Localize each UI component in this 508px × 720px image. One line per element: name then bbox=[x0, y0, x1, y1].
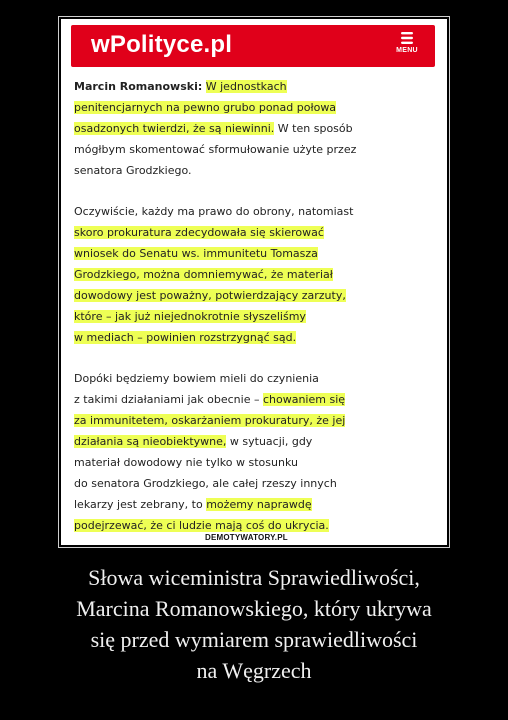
plain-text: W ten sposób bbox=[274, 122, 353, 135]
paragraph-1-line-4: mógłbym skomentować sformułowanie użyte przez bbox=[74, 143, 357, 156]
caption bbox=[0, 562, 508, 686]
paragraph-1-line-2 bbox=[74, 97, 434, 118]
paragraph-2-line-5 bbox=[74, 285, 434, 306]
paragraph-2-line-7 bbox=[74, 327, 434, 348]
caption-line-2: Marcina Romanowskiego, który ukrywa bbox=[76, 596, 432, 621]
highlighted-text: chowaniem się bbox=[262, 393, 346, 406]
highlighted-text: działania są nieobiektywne, bbox=[74, 435, 227, 448]
paragraph-1-line-3 bbox=[74, 118, 434, 139]
caption-line-3: się przed wymiarem sprawiedliwości bbox=[90, 627, 418, 652]
plain-text: w sytuacji, gdy bbox=[226, 435, 313, 448]
article-text bbox=[74, 76, 434, 536]
highlighted-text: za immunitetem, oskarżaniem prokuratury, że jej bbox=[74, 414, 346, 427]
screenshot-panel bbox=[61, 19, 447, 545]
paragraph-1-line-5: senatora Grodzkiego. bbox=[74, 164, 192, 177]
caption-line-4: na Węgrzech bbox=[196, 658, 312, 683]
paragraph-3-line-3 bbox=[74, 410, 434, 431]
highlighted-text: skoro prokuratura zdecydowała się skierować bbox=[74, 226, 324, 239]
site-header bbox=[71, 25, 435, 67]
highlighted-text: osadzonych twierdzi, że są niewinni. bbox=[74, 122, 275, 135]
menu-button[interactable] bbox=[389, 29, 425, 63]
highlighted-text: Grodzkiego, można domniemywać, że materiał bbox=[74, 268, 333, 281]
paragraph-2-line-4 bbox=[74, 264, 434, 285]
highlighted-text: w mediach – powinien rozstrzygnąć sąd. bbox=[74, 331, 297, 344]
paragraph-3-line-6: do senatora Grodzkiego, ale całej rzeszy innych bbox=[74, 477, 337, 490]
plain-text: lekarzy jest zebrany, to bbox=[74, 498, 207, 511]
highlighted-text: W jednostkach bbox=[205, 80, 287, 93]
paragraph-3-line-5: materiał dowodowy nie tylko w stosunku bbox=[74, 456, 298, 469]
highlighted-text: penitencjarnych na pewno grubo ponad połowa bbox=[74, 101, 337, 114]
highlighted-text: wniosek do Senatu ws. immunitetu Tomasza bbox=[74, 247, 318, 260]
site-logo[interactable]: wPolityce.pl bbox=[91, 31, 233, 58]
paragraph-2-line-3 bbox=[74, 243, 434, 264]
paragraph-2-line-1: Oczywiście, każdy ma prawo do obrony, natomiast bbox=[74, 205, 354, 218]
paragraph-3-line-7 bbox=[74, 494, 434, 515]
paragraph-gap bbox=[74, 181, 434, 201]
paragraph-gap bbox=[74, 348, 434, 368]
plain-text: z takimi działaniami jak obecnie – bbox=[74, 393, 263, 406]
demotivator-frame bbox=[58, 16, 450, 548]
paragraph-3-line-4 bbox=[74, 431, 434, 452]
watermark: DEMOTYWATORY.PL bbox=[201, 533, 292, 545]
highlighted-text: dowodowy jest poważny, potwierdzający zarzuty, bbox=[74, 289, 346, 302]
hamburger-icon bbox=[400, 31, 414, 45]
caption-line-1: Słowa wiceministra Sprawiedliwości, bbox=[88, 565, 420, 590]
paragraph-1-line-1 bbox=[74, 76, 434, 97]
paragraph-2-line-2 bbox=[74, 222, 434, 243]
menu-label: MENU bbox=[396, 47, 418, 54]
paragraph-3-line-2 bbox=[74, 389, 434, 410]
highlighted-text: możemy naprawdę bbox=[206, 498, 312, 511]
highlighted-text: które – jak już niejednokrotnie słyszeliśmy bbox=[74, 310, 306, 323]
paragraph-3-line-1: Dopóki będziemy bowiem mieli do czynienia bbox=[74, 372, 319, 385]
highlighted-text: podejrzewać, że ci ludzie mają coś do ukrycia. bbox=[74, 519, 329, 532]
speaker-name: Marcin Romanowski: bbox=[74, 80, 203, 93]
paragraph-2-line-6 bbox=[74, 306, 434, 327]
